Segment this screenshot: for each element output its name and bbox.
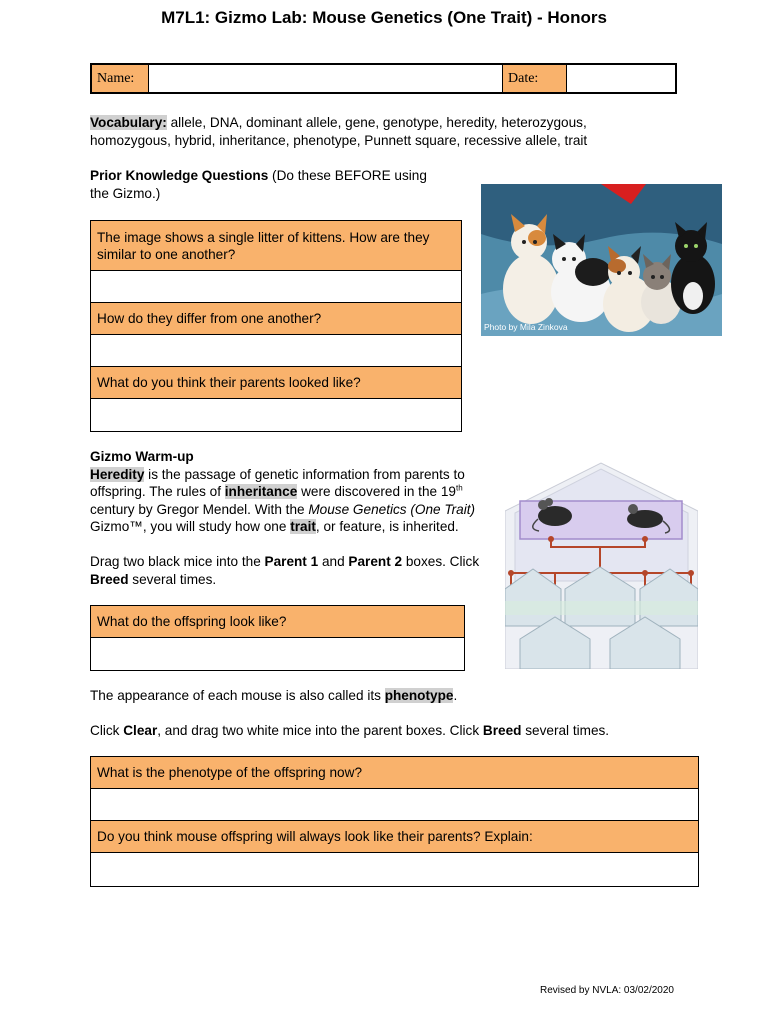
warmup-text-4: Gizmo™, you will study how one: [90, 519, 291, 534]
drag-instructions: [90, 553, 500, 588]
clear-label: Clear: [123, 723, 158, 738]
answer-1[interactable]: [91, 271, 461, 303]
phenotype-text-1: The appearance of each mouse is also called its: [90, 688, 385, 703]
question-phenotype-now: What is the phenotype of the offspring now?: [91, 757, 698, 789]
warmup-text-1: is the passage of genetic information from parents to offspring. The rules of: [90, 466, 465, 499]
parent-1-label: Parent 1: [264, 554, 319, 569]
kittens-photo: [481, 184, 722, 336]
drag-text-4: several times.: [128, 571, 217, 587]
drag-text-3: boxes. Click: [402, 554, 480, 569]
date-field[interactable]: [566, 65, 675, 92]
warmup-text-3: century by Gregor Mendel. With the: [90, 501, 309, 517]
prior-knowledge-intro: [90, 167, 445, 202]
answer-always-look-like[interactable]: [91, 853, 698, 886]
question-offspring: What do the offspring look like?: [91, 606, 464, 638]
vocabulary-terms: allele, DNA, dominant allele, gene, genotype, heredity, heterozygous, homozygous, hybrid, inheritance, phenotype, Punnett square, recessive allele, trait: [90, 115, 588, 148]
clear-text-1: Click: [90, 723, 124, 738]
revision-footer: Revised by NVLA: 03/02/2020: [540, 985, 674, 996]
term-heredity: Heredity: [90, 466, 145, 482]
answer-3[interactable]: [91, 399, 461, 431]
clear-text-2: , and drag two white mice into the parent boxes. Click: [157, 723, 483, 738]
photo-credit: Photo by Mila Zinkova: [484, 322, 568, 332]
answer-offspring[interactable]: [91, 638, 464, 670]
phenotype-paragraph: [90, 687, 690, 705]
prior-questions-table: [90, 220, 462, 432]
term-inheritance: inheritance: [224, 484, 298, 499]
phenotype-questions-table: [90, 756, 699, 887]
warmup-text-2: were discovered in the 19: [297, 484, 456, 499]
warmup-paragraph: [90, 448, 490, 536]
clear-instructions: [90, 722, 700, 740]
question-3: What do you think their parents looked like?: [91, 367, 461, 399]
vocabulary-paragraph: [90, 114, 610, 149]
name-date-row: [90, 63, 677, 94]
term-trait: trait: [290, 519, 316, 534]
date-label: Date:: [502, 65, 566, 92]
drag-text-1: Drag two black mice into the: [90, 554, 265, 569]
answer-2[interactable]: [91, 335, 461, 367]
superscript-th: th: [455, 483, 463, 493]
warmup-heading: Gizmo Warm-up: [90, 449, 194, 464]
parent-2-label: Parent 2: [348, 554, 403, 569]
answer-phenotype-now[interactable]: [91, 789, 698, 821]
vocabulary-label: Vocabulary:: [90, 115, 167, 130]
question-always-look-like: Do you think mouse offspring will always look like their parents? Explain:: [91, 821, 698, 853]
question-2: How do they differ from one another?: [91, 303, 461, 335]
gizmo-name: Mouse Genetics (One Trait): [308, 501, 476, 517]
prior-knowledge-heading: Prior Knowledge Questions: [90, 168, 269, 183]
name-label: Name:: [92, 65, 148, 92]
drag-text-2: and: [318, 554, 349, 569]
question-1: The image shows a single litter of kittens. How are they similar to one another?: [91, 221, 461, 271]
name-field[interactable]: [148, 65, 502, 92]
clear-text-3: several times.: [521, 723, 610, 738]
phenotype-text-2: .: [453, 688, 458, 703]
breed-label-2: Breed: [482, 723, 522, 738]
offspring-question-table: [90, 605, 465, 671]
gizmo-breeding-diagram: [505, 461, 698, 669]
warmup-text-5: , or feature, is inherited.: [315, 519, 459, 534]
prior-knowledge-note: (Do these BEFORE using the Gizmo.): [90, 168, 427, 201]
page-title: M7L1: Gizmo Lab: Mouse Genetics (One Trait) - Honors: [161, 8, 607, 27]
breed-label: Breed: [90, 571, 129, 587]
term-phenotype: phenotype: [384, 688, 454, 703]
